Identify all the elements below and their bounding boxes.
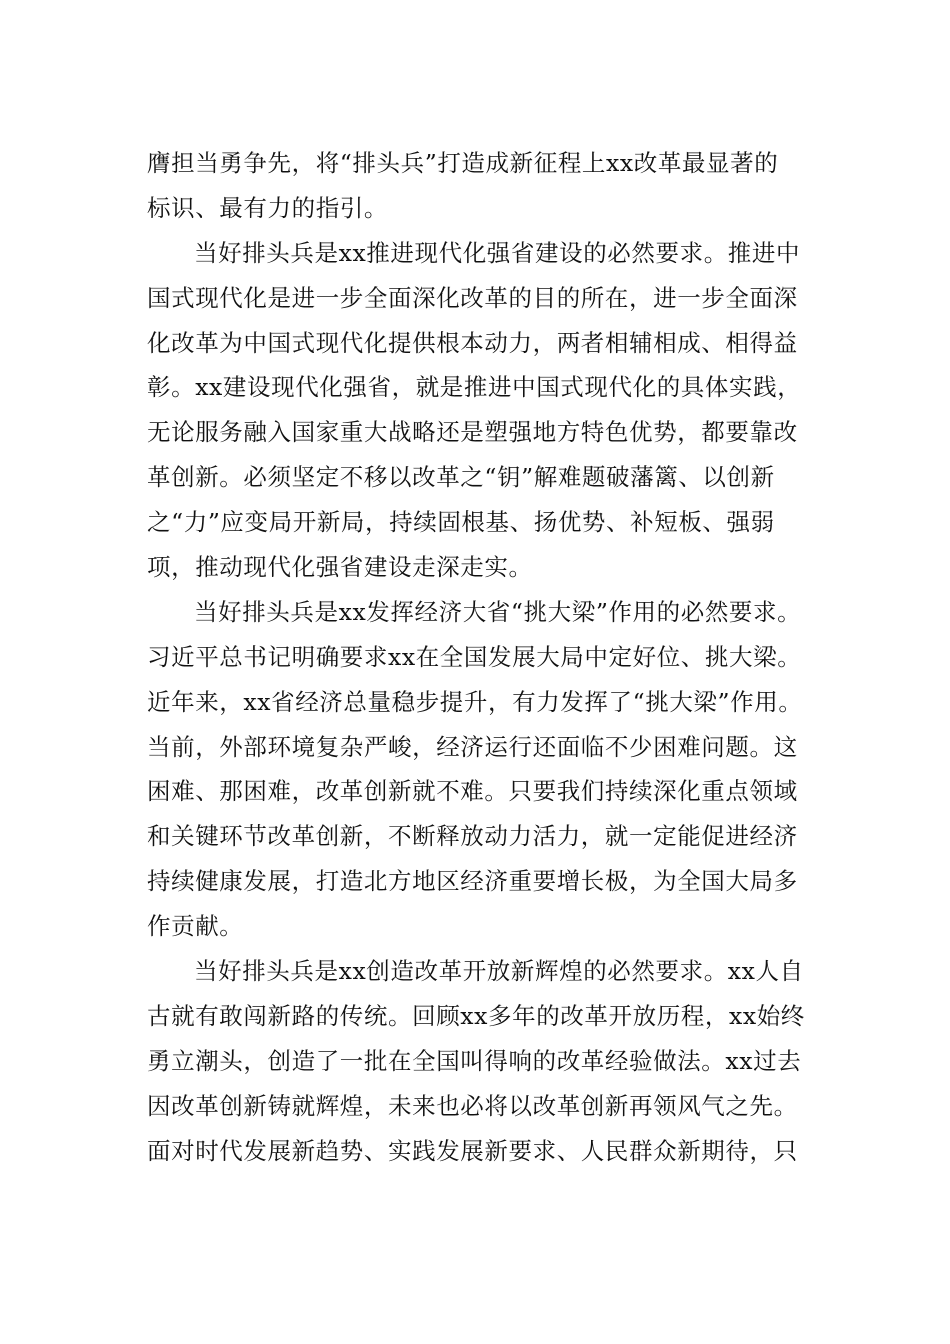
text-line: 革创新。必须坚定不移以改革之“钥”解难题破藩篱、以创新 xyxy=(147,463,775,492)
text-line: 膺担当勇争先，将“排头兵”打造成新征程上xx改革最显著的 xyxy=(147,149,779,177)
text-line: 因改革创新铸就辉煌，未来也必将以改革创新再领风气之先。 xyxy=(147,1091,798,1120)
text-line: 标识、最有力的指引。 xyxy=(147,193,388,222)
text-line: 之“力”应变局开新局，持续固根基、扬优势、补短板、强弱 xyxy=(147,508,775,537)
text-line: 当好排头兵是xx推进现代化强省建设的必然要求。推进中 xyxy=(194,238,801,267)
text-line: 持续健康发展，打造北方地区经济重要增长极，为全国大局多 xyxy=(147,867,798,896)
text-line: 无论服务融入国家重大战略还是塑强地方特色优势，都要靠改 xyxy=(147,418,798,447)
text-line: 化改革为中国式现代化提供根本动力，两者相辅相成、相得益 xyxy=(147,328,798,357)
text-line: 习近平总书记明确要求xx在全国发展大局中定好位、挑大梁。 xyxy=(147,642,802,671)
text-line: 当好排头兵是xx创造改革开放新辉煌的必然要求。xx人自 xyxy=(194,957,804,986)
text-line: 古就有敢闯新路的传统。回顾xx多年的改革开放历程，xx始终 xyxy=(147,1001,805,1030)
text-line: 国式现代化是进一步全面深化改革的目的所在，进一步全面深 xyxy=(147,283,798,312)
text-line: 作贡献。 xyxy=(147,912,244,941)
text-line: 和关键环节改革创新，不断释放动力活力，就一定能促进经济 xyxy=(147,822,798,851)
text-line: 困难、那困难，改革创新就不难。只要我们持续深化重点领域 xyxy=(147,777,798,806)
text-line: 当前，外部环境复杂严峻，经济运行还面临不少困难问题。这 xyxy=(147,732,798,761)
text-line: 近年来，xx省经济总量稳步提升，有力发挥了“挑大梁”作用。 xyxy=(147,687,803,716)
text-line: 勇立潮头，创造了一批在全国叫得响的改革经验做法。xx过去 xyxy=(147,1046,802,1075)
text-line: 当好排头兵是xx发挥经济大省“挑大梁”作用的必然要求。 xyxy=(194,597,802,626)
text-line: 彰。xx建设现代化强省，就是推进中国式现代化的具体实践， xyxy=(147,373,802,402)
body-text xyxy=(147,141,837,1173)
text-line: 面对时代发展新趋势、实践发展新要求、人民群众新期待，只 xyxy=(147,1136,798,1165)
text-line: 项，推动现代化强省建设走深走实。 xyxy=(147,553,533,582)
